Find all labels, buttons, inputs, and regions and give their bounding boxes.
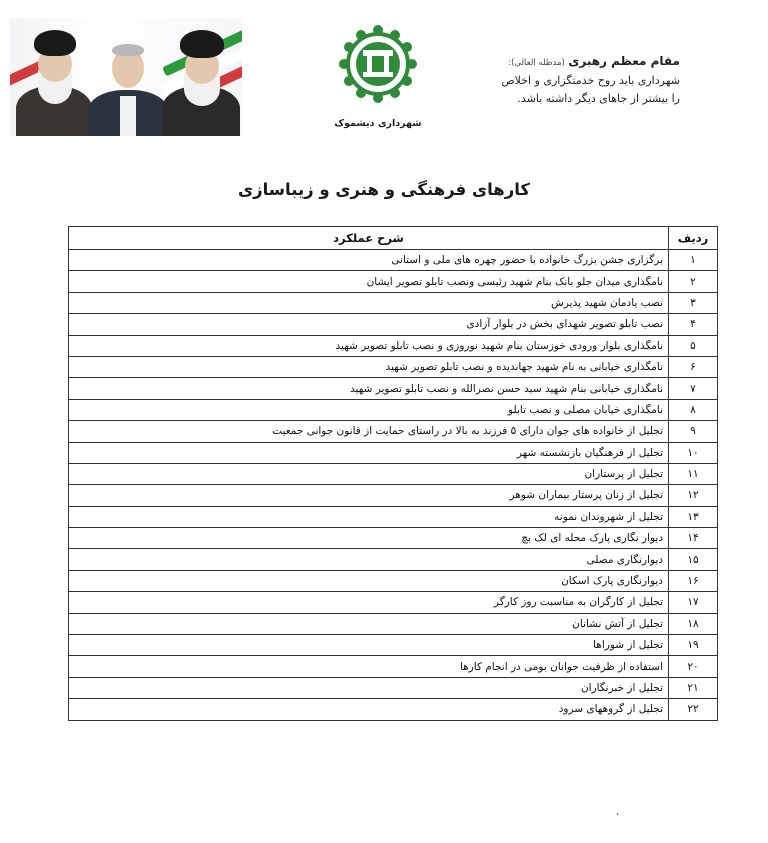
activities-table [68,226,718,721]
table-row [69,656,718,677]
municipality-logo [323,12,433,142]
quote-title-paren: (مدظله العالی): [508,58,565,68]
row-number-cell: ۲۱ [669,677,718,698]
row-description-cell: دیوارنگاری پارک اسکان [69,570,669,591]
row-number-cell: ۱۴ [669,528,718,549]
quote-line-2: را بیشتر از جاهای دیگر داشته باشد. [517,92,680,105]
row-description-cell: تجلیل از شهروندان نمونه [69,506,669,527]
row-description-cell: نامگذاری خیابانی بنام شهید سید حسن نصرالله و نصب تابلو تصویر شهید [69,378,669,399]
row-description-cell: دیوار نگاری پارک محله ای لک بچ [69,528,669,549]
row-number-cell: ۲ [669,271,718,292]
row-description-cell: تجلیل از خبرنگاران [69,677,669,698]
row-description-cell: تجلیل از کارگران به مناسبت روز کارگر [69,592,669,613]
table-row [69,506,718,527]
row-description-cell: تجلیل از زنان پرستار بیماران شوهر [69,485,669,506]
table-row [69,271,718,292]
table-row [69,613,718,634]
table-row [69,549,718,570]
row-number-cell: ۱ [669,250,718,271]
row-description-cell: نامگذاری بلوار ورودی خوزستان بنام شهید نوروزی و نصب تابلو تصویر شهید [69,335,669,356]
table-row [69,528,718,549]
row-description-cell: تجلیل از فرهنگیان بازنشسته شهر [69,442,669,463]
table-row [69,442,718,463]
row-number-cell: ۱۱ [669,463,718,484]
portrait-middle [88,18,168,136]
row-number-cell: ۸ [669,399,718,420]
row-number-cell: ۱۸ [669,613,718,634]
row-number-cell: ۱۵ [669,549,718,570]
logo-caption: شهرداری دیشموک [334,118,422,129]
table-row [69,421,718,442]
scan-mark: ، [616,808,619,818]
row-description-cell: استفاده از ظرفیت جوانان بومی در انجام کارها [69,656,669,677]
row-number-cell: ۲۲ [669,699,718,720]
row-number-cell: ۲۰ [669,656,718,677]
table-row [69,677,718,698]
row-description-cell: نصب تابلو تصویر شهدای بخش در بلوار آزادی [69,314,669,335]
row-number-cell: ۳ [669,292,718,313]
row-number-cell: ۱۳ [669,506,718,527]
table-body [69,250,718,721]
row-number-cell: ۷ [669,378,718,399]
quote-title: مقام معظم رهبری [568,54,680,68]
logo-emblem-icon [323,12,433,116]
page-title: کارهای فرهنگی و هنری و زیباسازی [237,180,531,199]
leaders-portrait-banner [10,18,242,136]
row-description-cell: تجلیل از شوراها [69,635,669,656]
row-description-cell: نامگذاری خیابانی به نام شهید جهاندیده و نصب تابلو تصویر شهید [69,356,669,377]
row-number-cell: ۱۶ [669,570,718,591]
row-description-cell: نامگذاری میدان جلو بانک بنام شهید رئیسی ونصب تابلو تصویر ایشان [69,271,669,292]
row-number-cell: ۱۰ [669,442,718,463]
row-description-cell: تجلیل از آتش نشانان [69,613,669,634]
row-description-cell: نامگذاری خیابان مصلی و نصب تابلو [69,399,669,420]
table-row [69,485,718,506]
row-description-cell: تجلیل از خانواده های جوان دارای ۵ فرزند به بالا در راستای حمایت از قانون جوانی جمعیت [69,421,669,442]
table-row [69,463,718,484]
row-number-cell: ۶ [669,356,718,377]
table-row [69,250,718,271]
table-row [69,399,718,420]
table-row [69,592,718,613]
row-description-cell: نصب یادمان شهید پذیرش [69,292,669,313]
row-description-cell: تجلیل از گروههای سرود [69,699,669,720]
leader-quote [420,52,680,108]
row-number-cell: ۱۲ [669,485,718,506]
table-row [69,335,718,356]
portrait-right [160,18,242,136]
quote-line-1: شهرداری باید روح خدمتگزاری و اخلاص [501,74,680,87]
table-row [69,570,718,591]
row-number-cell: ۱۷ [669,592,718,613]
portrait-left [14,18,94,136]
row-number-cell: ۹ [669,421,718,442]
row-description-cell: دیوارنگاری مصلی [69,549,669,570]
row-number-cell: ۱۹ [669,635,718,656]
row-number-cell: ۴ [669,314,718,335]
row-number-cell: ۵ [669,335,718,356]
table-row [69,699,718,720]
row-description-cell: تجلیل از پرستاران [69,463,669,484]
table-row [69,314,718,335]
table-row [69,356,718,377]
row-description-cell: برگزاری جشن بزرگ خانواده با حضور چهره های ملی و استانی [69,250,669,271]
header-row-number: ردیف [669,227,718,250]
table-header-row [69,227,718,250]
table-row [69,292,718,313]
table-row [69,635,718,656]
table-row [69,378,718,399]
header-description: شرح عملکرد [69,227,669,250]
